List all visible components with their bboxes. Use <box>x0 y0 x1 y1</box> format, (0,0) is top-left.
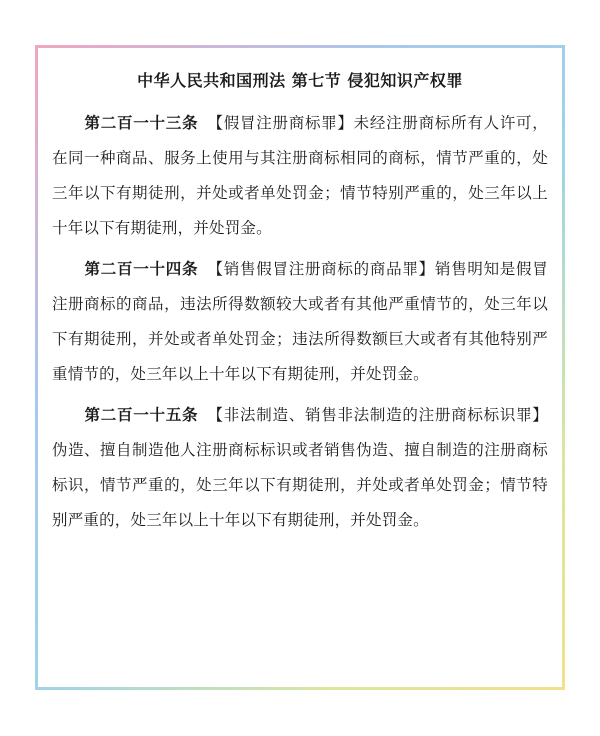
article-213 <box>52 106 548 246</box>
article-number: 第二百一十三条 <box>84 114 199 132</box>
article-text: 销售明知是假冒注册商标的商品，违法所得数额较大或者有其他严重情节的，处三年以下有期徒刑，并处或者单处罚金；违法所得数额巨大或者有其他特别严重情节的，处三年以上十年以下有期徒刑，并处罚金。 <box>52 260 548 383</box>
article-214 <box>52 252 548 392</box>
document-title: 中华人民共和国刑法 第七节 侵犯知识产权罪 <box>137 71 463 90</box>
document-content <box>52 70 548 544</box>
article-number: 第二百一十五条 <box>84 406 199 424</box>
offense-name: 【非法制造、销售非法制造的注册商标标识罪】 <box>207 406 549 424</box>
article-215 <box>52 398 548 538</box>
offense-name: 【假冒注册商标罪】 <box>207 114 354 132</box>
document-frame <box>35 45 565 690</box>
article-text: 未经注册商标所有人许可，在同一种商品、服务上使用与其注册商标相同的商标，情节严重的，处三年以下有期徒刑，并处或者单处罚金；情节特别严重的，处三年以上十年以下有期徒刑，并处罚金。 <box>52 114 548 237</box>
article-text: 伪造、擅自制造他人注册商标标识或者销售伪造、擅自制造的注册商标标识，情节严重的，处三年以下有期徒刑，并处或者单处罚金；情节特别严重的，处三年以上十年以下有期徒刑，并处罚金。 <box>52 441 548 529</box>
offense-name: 【销售假冒注册商标的商品罪】 <box>207 260 435 278</box>
article-number: 第二百一十四条 <box>84 260 199 278</box>
